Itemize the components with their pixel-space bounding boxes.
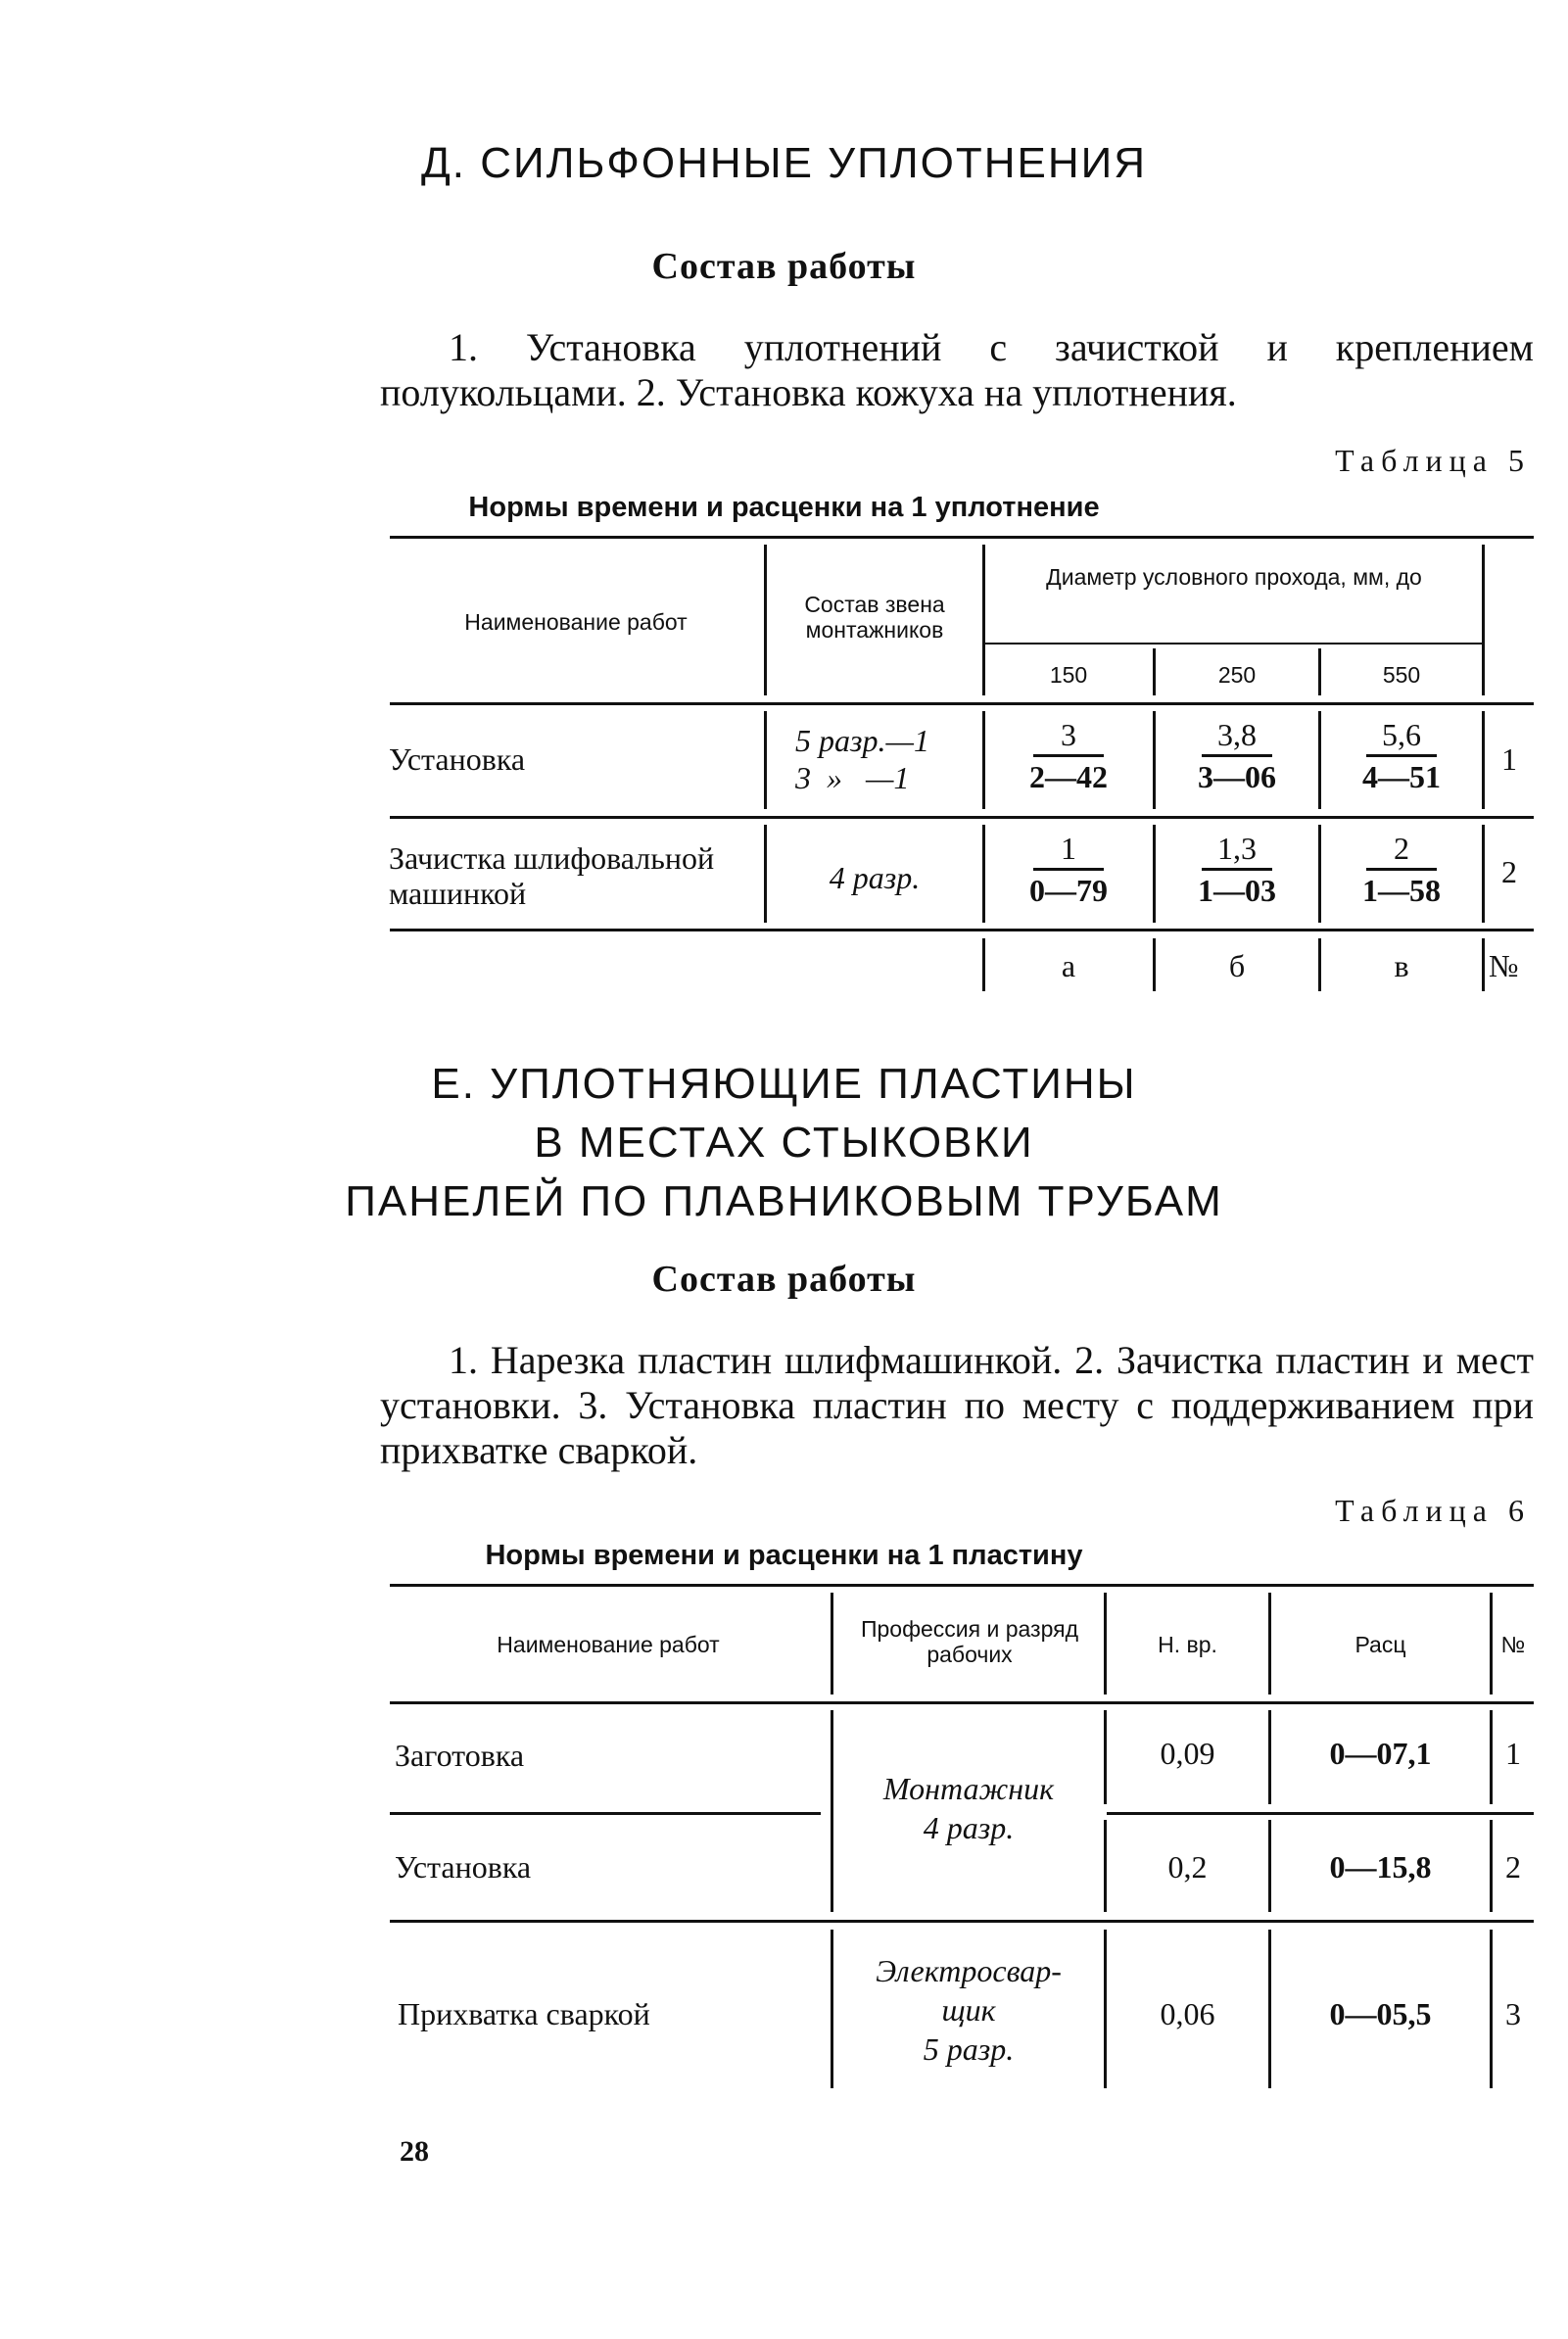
table-row-time: 0,2 [1167, 1849, 1208, 1885]
profession-title: щик [941, 1992, 996, 2028]
section-d-body: 1. Установка уплотнений с зачисткой и креплением полукольцами. 2. Установка кожуха на уплотнения. [380, 325, 1534, 414]
table-row-name: Заготовка [395, 1738, 525, 1773]
table-row-number: 2 [1501, 854, 1517, 889]
norm-value: 2 [1366, 829, 1437, 871]
rate-value: 4—51 [1362, 759, 1441, 794]
norm-value: 3,8 [1202, 715, 1272, 757]
table-5-header-crew: Состав звена монтажников [804, 592, 945, 643]
table-5-label: Таблица 5 [1335, 443, 1531, 478]
table-6-row-rule [390, 1920, 1534, 1923]
column-label-number: № [1489, 948, 1519, 983]
table-row-number: 3 [1505, 1996, 1521, 2031]
table-6-header-rate: Расц [1354, 1632, 1406, 1657]
table-row-rate: 0—05,5 [1329, 1996, 1432, 2031]
table-5-header-150: 150 [1049, 662, 1088, 688]
norm-value: 1,3 [1202, 829, 1272, 871]
table-6-header-time: Н. вр. [1158, 1632, 1217, 1657]
table-row-number: 1 [1501, 741, 1517, 777]
profession-title: Электросвар- [876, 1953, 1062, 1988]
section-d-subtitle: Состав работы [651, 246, 917, 287]
table-row-profession [833, 1951, 1104, 2069]
table-5-vline [764, 545, 767, 695]
rate-value: 1—58 [1362, 873, 1441, 908]
table-6-row-rule [1107, 1812, 1534, 1815]
table-5-diameter-rule [984, 643, 1482, 644]
table-5-vline [1482, 545, 1485, 695]
section-e-subtitle: Состав работы [651, 1259, 917, 1300]
section-e-title-line1: Е. УПЛОТНЯЮЩИЕ ПЛАСТИНЫ [431, 1060, 1137, 1108]
table-row-crew: 5 разр.—1 [795, 723, 929, 758]
section-e-body: 1. Нарезка пластин шлифмашинкой. 2. Зачистка пластин и мест установки. 3. Установка пластин по месту с поддерживанием при прихватке сваркой. [380, 1338, 1534, 1472]
section-e-title-line3: ПАНЕЛЕЙ ПО ПЛАВНИКОВЫМ ТРУБАМ [345, 1177, 1223, 1225]
column-label-a: а [1061, 948, 1076, 983]
norm-value: 1 [1033, 829, 1104, 871]
table-6-row-rule [390, 1812, 821, 1815]
table-cell-b [1156, 829, 1318, 910]
table-5-header-550: 550 [1382, 662, 1421, 688]
norm-value: 5,6 [1366, 715, 1437, 757]
table-6-vline [831, 1593, 833, 1695]
table-row-time: 0,06 [1160, 1996, 1215, 2031]
table-cell-b [1156, 715, 1318, 796]
table-5-bottom-rule [390, 929, 1534, 931]
rate-value: 3—06 [1198, 759, 1276, 794]
table-6-label: Таблица 6 [1335, 1493, 1531, 1528]
table-row-number: 2 [1505, 1849, 1521, 1885]
column-label-c: в [1394, 948, 1409, 983]
table-6-header-profession: Профессия и разряд рабочих [860, 1616, 1079, 1667]
table-row-profession [833, 1769, 1104, 1847]
table-row-number: 1 [1505, 1736, 1521, 1771]
table-5-row-rule [390, 816, 1534, 819]
table-5-vline [764, 711, 767, 809]
table-row-name: Зачистка шлифовальной машинкой [389, 840, 715, 911]
table-row-name: Прихватка сваркой [398, 1996, 650, 2031]
section-d-title: Д. СИЛЬФОННЫЕ УПЛОТНЕНИЯ [421, 139, 1147, 187]
table-row-crew: 4 разр. [829, 860, 921, 895]
table-cell-a [985, 715, 1152, 796]
table-6-top-rule [390, 1584, 1534, 1587]
table-5-caption: Нормы времени и расценки на 1 уплотнение [468, 492, 1100, 523]
table-5-header-diameter: Диаметр условного прохода, мм, до [1046, 564, 1422, 590]
table-row-name: Установка [395, 1849, 532, 1885]
rate-value: 0—79 [1029, 873, 1108, 908]
table-row-crew: 3 » —1 [795, 760, 910, 795]
table-6-header-number: № [1500, 1632, 1526, 1657]
table-6-header-rule [390, 1701, 1534, 1704]
norm-value: 3 [1033, 715, 1104, 757]
table-6-caption: Нормы времени и расценки на 1 пластину [485, 1540, 1083, 1571]
table-row-rate: 0—15,8 [1329, 1849, 1432, 1885]
table-5-header-rule [390, 702, 1534, 705]
section-e-title-line2: В МЕСТАХ СТЫКОВКИ [534, 1119, 1034, 1167]
table-5-vline [1482, 938, 1485, 991]
table-cell-a [985, 829, 1152, 910]
profession-grade: 5 разр. [923, 2031, 1015, 2067]
profession-title: Монтажник [882, 1771, 1055, 1806]
table-cell-c [1321, 715, 1482, 796]
table-6-header-name: Наименование работ [497, 1632, 720, 1657]
column-label-b: б [1228, 948, 1246, 983]
table-row-rate: 0—07,1 [1329, 1736, 1432, 1771]
table-row-time: 0,09 [1160, 1736, 1215, 1771]
page-number: 28 [400, 2135, 429, 2168]
rate-value: 2—42 [1029, 759, 1108, 794]
table-5-header-name: Наименование работ [464, 609, 688, 635]
table-5-top-rule [390, 536, 1534, 539]
table-cell-c [1321, 829, 1482, 910]
table-5-header-250: 250 [1217, 662, 1257, 688]
profession-grade: 4 разр. [923, 1810, 1015, 1845]
rate-value: 1—03 [1198, 873, 1276, 908]
table-row-name: Установка [389, 741, 526, 777]
